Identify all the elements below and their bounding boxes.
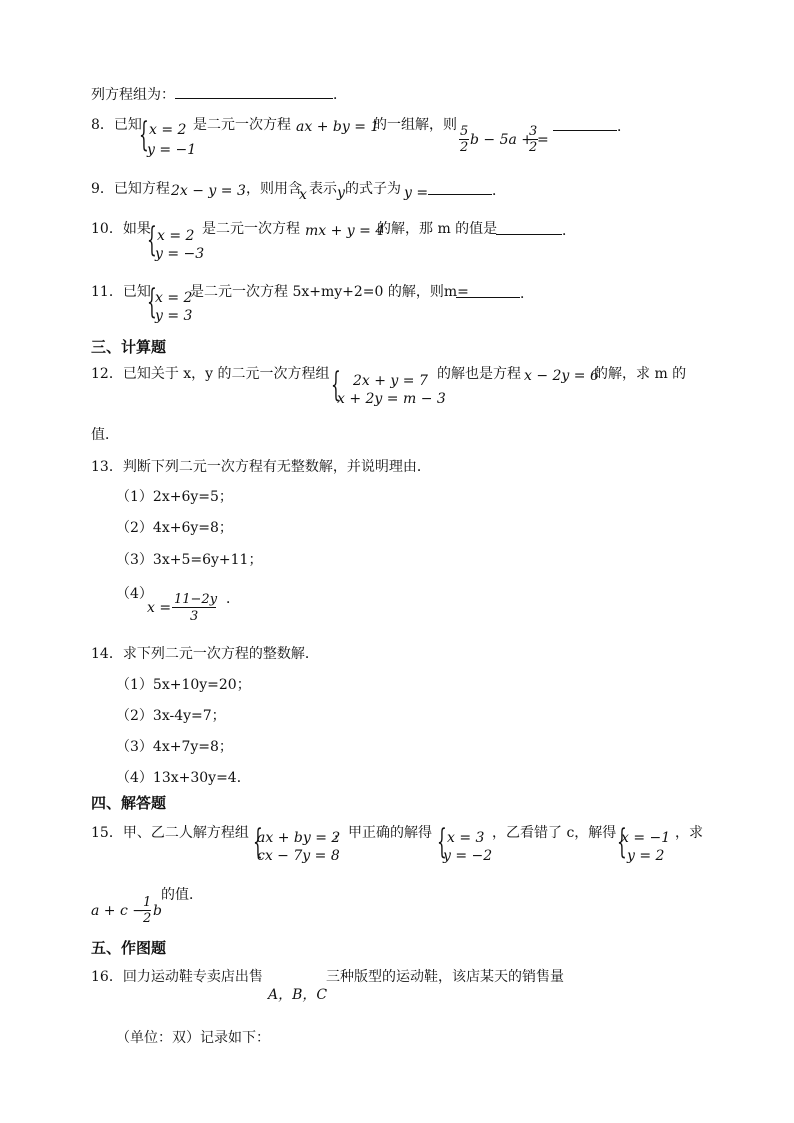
- q15-text-after: 的值．: [161, 887, 203, 903]
- list-item: （2）3x-4y=7；: [116, 708, 226, 724]
- section-heading-5: 五、作图题: [91, 939, 167, 957]
- q10-number: 10．如果: [91, 221, 151, 237]
- q15-text-mid: ，甲正确的解得: [334, 825, 432, 841]
- q11-end: ．: [520, 286, 534, 302]
- q15-text-end: ，求: [675, 825, 703, 841]
- q8-end: ．: [617, 119, 631, 135]
- q12-sys-row1: 2x + y = 7: [353, 373, 428, 389]
- q12-sys-row2: x + 2y = m − 3: [337, 391, 446, 407]
- q10-equation: mx + y = 4: [305, 223, 385, 239]
- list-item: （3）3x+5=6y+11；: [116, 552, 263, 568]
- q9-text-mid2: 表示: [309, 181, 337, 197]
- brace: {: [147, 282, 157, 322]
- q8-frac1: [459, 125, 469, 155]
- q9-equation: 2x − y = 3: [171, 183, 246, 199]
- q11-sys-row1: x = 2: [155, 290, 193, 306]
- q15-s2-row1: x = 3: [447, 830, 485, 846]
- frac-denominator: 2: [460, 140, 469, 155]
- brace: {: [253, 822, 263, 862]
- line0-text: 列方程组为：: [91, 87, 175, 103]
- q9-number: 9．已知方程: [91, 181, 170, 197]
- q10-sys-row2: y = −3: [155, 246, 205, 262]
- frac-numerator: 3: [529, 124, 538, 139]
- q8-sys-row1: x = 2: [149, 122, 187, 138]
- q12-text-mid: 的解也是方程: [437, 366, 521, 382]
- q15-var-b: b: [153, 903, 162, 919]
- answer-blank: [175, 86, 333, 99]
- q15-expr: a + c −: [91, 903, 144, 919]
- answer-blank: [428, 182, 492, 195]
- q10-blank-row: [496, 222, 576, 238]
- list-item: （2）4x+6y=8；: [116, 520, 233, 536]
- q8-text-after: 的一组解，则: [373, 117, 457, 133]
- line0-end: ．: [333, 87, 347, 103]
- q13-question: 13．判断下列二元一次方程有无整数解，并说明理由．: [91, 459, 431, 475]
- q16-text-mid: 三种版型的运动鞋，该店某天的销售量: [326, 969, 564, 985]
- q13-item4-end: ．: [226, 591, 240, 607]
- list-item: （1）2x+6y=5；: [116, 489, 233, 505]
- q12-equation: x − 2y = 6: [524, 368, 599, 384]
- section-heading-4: 四、解答题: [91, 794, 167, 812]
- q13-item4-frac: [172, 593, 216, 623]
- q11-text-mid: 是二元一次方程 5x+my+2=0 的解，则m=: [190, 284, 469, 300]
- q12-number: 12．已知关于 x，y 的二元一次方程组: [91, 366, 330, 382]
- frac-numerator: 1: [143, 895, 152, 910]
- q15-number: 15．甲、乙二人解方程组: [91, 825, 249, 841]
- frac-denominator: 2: [143, 911, 152, 926]
- answer-blank: [456, 285, 520, 298]
- list-item: （3）4x+7y=8；: [116, 739, 233, 755]
- q15-text-mid2: ，乙看错了 c，解得: [492, 825, 617, 841]
- q11-number: 11．已知: [91, 284, 151, 300]
- q9-end: ．: [492, 183, 506, 199]
- q16-number: 16．回力运动鞋专卖店出售: [91, 969, 263, 985]
- q11-blank-row: [456, 285, 534, 301]
- list-item: （4）13x+30y=4．: [116, 770, 251, 786]
- q11-sys-row2: y = 3: [155, 308, 193, 324]
- q8-number: 8．已知: [91, 117, 142, 133]
- q10-text-mid: 是二元一次方程: [202, 221, 300, 237]
- q13-item4-lhs: x =: [147, 600, 172, 616]
- q15-sys-row2: cx − 7y = 8: [257, 848, 340, 864]
- q9-text-mid3: 的式子为: [345, 181, 401, 197]
- q10-text-after: 的解，那 m 的值是: [377, 221, 498, 237]
- q9-yeq: y =: [404, 185, 429, 201]
- line0: [91, 86, 347, 102]
- q15-s3-row1: x = −1: [621, 830, 671, 846]
- q9-text-mid: ，则用含: [246, 181, 302, 197]
- brace: {: [617, 822, 627, 862]
- q15-s2-row2: y = −2: [443, 848, 493, 864]
- q15-sys-row1: ax + by = 2: [257, 830, 341, 846]
- brace: {: [147, 220, 157, 260]
- q9-var-x: x: [299, 187, 307, 203]
- frac-numerator: 5: [460, 124, 469, 139]
- q8-eqsign: =: [537, 132, 549, 148]
- frac-denominator: 2: [529, 140, 538, 155]
- q8-blank-row: [553, 118, 631, 134]
- q10-end: ．: [562, 223, 576, 239]
- q8-sys-row2: y = −1: [147, 142, 197, 158]
- q8-equation: ax + by = 1: [296, 119, 380, 135]
- q15-s3-row2: y = 2: [627, 848, 665, 864]
- q8-expr: b − 5a +: [470, 132, 534, 148]
- q10-sys-row1: x = 2: [157, 228, 195, 244]
- q16-abc: A，B，C: [268, 987, 328, 1003]
- q12-text-after: 的解，求 m 的: [594, 366, 687, 382]
- frac-numerator: 11−2y: [174, 592, 218, 607]
- q14-question: 14．求下列二元一次方程的整数解．: [91, 646, 319, 662]
- q16-line2: （单位：双）记录如下：: [116, 1030, 270, 1046]
- list-item: （1）5x+10y=20；: [116, 677, 251, 693]
- list-item-4-label: （4）: [116, 586, 153, 602]
- q9-blank-row: [428, 182, 506, 198]
- brace: {: [437, 822, 447, 862]
- frac-denominator: 3: [190, 609, 199, 624]
- q8-text-mid: 是二元一次方程: [193, 117, 291, 133]
- q9-var-y: y: [337, 185, 345, 201]
- answer-blank: [496, 222, 562, 235]
- q12-line2: 值．: [91, 427, 119, 443]
- frac-bar: [172, 607, 216, 608]
- brace: {: [139, 115, 149, 155]
- q15-frac: [142, 896, 151, 926]
- brace: {: [331, 365, 341, 405]
- section-heading-3: 三、计算题: [91, 338, 167, 356]
- answer-blank: [553, 118, 617, 131]
